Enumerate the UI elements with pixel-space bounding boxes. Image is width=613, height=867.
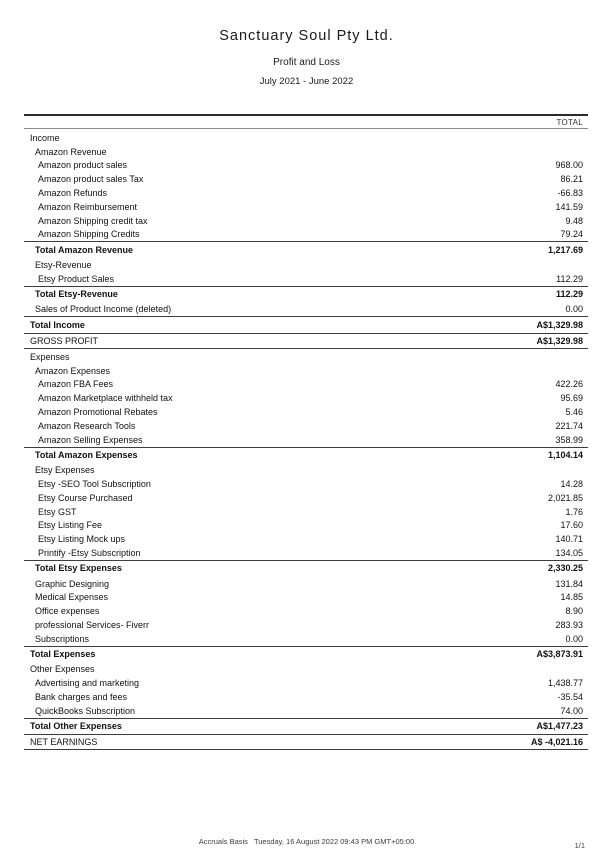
table-row [24,200,588,214]
row-value: 14.28 [560,479,583,490]
row-label: Amazon FBA Fees [38,379,114,390]
row-value: 1,104.14 [547,449,583,460]
table-row [24,214,588,228]
row-value: 2,021.85 [547,492,583,503]
row-label: Etsy Listing Fee [38,520,103,531]
table-row [24,532,588,546]
row-label: Etsy Course Purchased [38,492,133,503]
row-label: Amazon product sales Tax [38,174,144,185]
table-row [24,378,588,392]
row-value: 86.21 [560,174,583,185]
row-value: 968.00 [555,160,583,171]
row-label: Etsy GST [38,506,77,517]
table-row [24,303,588,317]
row-label: Amazon Reimbursement [38,201,138,212]
table-row [24,591,588,605]
row-label: Income [30,132,60,143]
table-row [24,662,588,676]
row-value: 141.59 [555,201,583,212]
table-row [24,491,588,505]
row-value: 283.93 [555,619,583,630]
table-row [24,405,588,419]
table-row [24,272,588,286]
row-label: Total Expenses [30,649,96,660]
row-label: Office expenses [35,606,100,617]
row-label: Total Etsy Expenses [35,563,122,574]
table-row [24,604,588,618]
footer-basis-line [0,837,613,846]
row-value: 9.48 [565,215,583,226]
row-value: A$1,477.23 [536,721,583,732]
row-value: A$1,329.98 [536,336,583,347]
row-value: 140.71 [555,534,583,545]
row-label: Total Other Expenses [30,721,122,732]
row-value: 358.99 [555,434,583,445]
row-label: QuickBooks Subscription [35,705,136,716]
table-row [24,519,588,533]
row-label: Total Amazon Expenses [35,449,138,460]
table-row [24,505,588,519]
table-row [24,333,588,349]
company-name: Sanctuary Soul Pty Ltd. [219,28,394,44]
table-row [24,286,588,302]
table-row [24,241,588,257]
row-label: Printify -Etsy Subscription [38,548,141,558]
table-row [24,258,588,272]
row-value: 95.69 [560,393,583,404]
row-label: professional Services- Fiverr [35,619,150,630]
row-label: Amazon Shipping Credits [38,229,140,240]
report-header [0,0,613,87]
row-value: A$ -4,021.16 [530,737,583,748]
row-label: Etsy Listing Mock ups [38,534,126,545]
table-row [24,186,588,200]
table-row [24,228,588,242]
table-row [24,463,588,477]
row-label: Other Expenses [30,664,95,675]
row-label: NET EARNINGS [30,737,98,748]
row-value: -35.54 [557,691,583,702]
table-row [24,577,588,591]
row-value: 14.85 [560,592,583,603]
row-label: Graphic Designing [35,578,110,589]
row-label: Expenses [30,351,70,362]
row-value: 8.90 [565,606,583,617]
table-row [24,391,588,405]
row-value: 221.74 [555,420,583,431]
row-label: Amazon Shipping credit tax [38,215,148,226]
table-row [24,419,588,433]
row-value: 74.00 [560,705,583,716]
row-label: Advertising and marketing [35,678,140,689]
table-row [24,676,588,690]
table-row [24,632,588,646]
row-label: Total Amazon Revenue [35,244,134,255]
table-row [24,734,588,750]
row-label: Bank charges and fees [35,691,128,702]
row-label: Sales of Product Income (deleted) [35,304,172,315]
row-label: Amazon Refunds [38,188,108,199]
accounting-basis: Accruals Basis [198,837,248,846]
table-row [24,690,588,704]
row-label: GROSS PROFIT [30,336,99,347]
report-timestamp: Tuesday, 16 August 2022 09:43 PM GMT+05:00 [253,837,415,846]
row-value: 0.00 [565,304,583,315]
table-row [24,718,588,734]
row-value: 0.00 [565,633,583,644]
row-value: -66.83 [557,188,583,199]
row-value: 2,330.25 [547,563,583,574]
table-row [24,316,588,332]
row-value: 112.29 [556,273,583,284]
table-row [24,560,588,576]
row-label: Etsy-Revenue [35,260,92,271]
row-value: 1,217.69 [547,244,583,255]
row-value: 17.60 [560,520,583,531]
report-title: Profit and Loss [273,57,340,68]
table-row [24,704,588,718]
row-label: Etsy Product Sales [38,273,115,284]
table-header-row [24,114,588,129]
row-value: 1,438.77 [547,678,583,689]
row-label: Amazon Expenses [35,365,111,376]
row-label: Amazon Research Tools [38,420,136,431]
report-footer [0,837,613,851]
row-label: Amazon Promotional Rebates [38,407,158,418]
row-value: 5.46 [565,407,583,418]
total-column-header: TOTAL [556,117,583,127]
row-label: Subscriptions [35,633,90,644]
row-label: Total Income [30,319,85,330]
row-value: 131.84 [555,578,583,589]
table-row [24,350,588,364]
row-value: 134.05 [555,548,583,558]
row-value: 1.76 [565,506,583,517]
row-value: 422.26 [555,379,583,390]
row-label: Amazon product sales [38,160,128,171]
table-row [24,646,588,662]
row-label: Amazon Marketplace withheld tax [38,393,173,404]
table-row [24,172,588,186]
row-label: Total Etsy-Revenue [35,289,118,300]
row-value: 112.29 [555,289,583,300]
table-row [24,159,588,173]
row-value: 79.24 [560,229,583,240]
table-row [24,447,588,463]
table-body [24,129,588,750]
row-label: Amazon Revenue [35,146,107,157]
report-period: July 2021 - June 2022 [259,76,354,87]
table-row [24,477,588,491]
table-row [24,433,588,447]
row-label: Medical Expenses [35,592,109,603]
table-row [24,364,588,378]
row-label: Etsy -SEO Tool Subscription [38,479,151,490]
table-row [24,145,588,159]
table-row [24,618,588,632]
page-number: 1/1 [574,841,585,850]
row-value: A$3,873.91 [536,649,583,660]
row-label: Amazon Selling Expenses [38,434,143,445]
profit-and-loss-table [24,114,588,751]
table-row [24,131,588,145]
row-label: Etsy Expenses [35,465,95,476]
table-row [24,546,588,560]
row-value: A$1,329.98 [536,319,583,330]
